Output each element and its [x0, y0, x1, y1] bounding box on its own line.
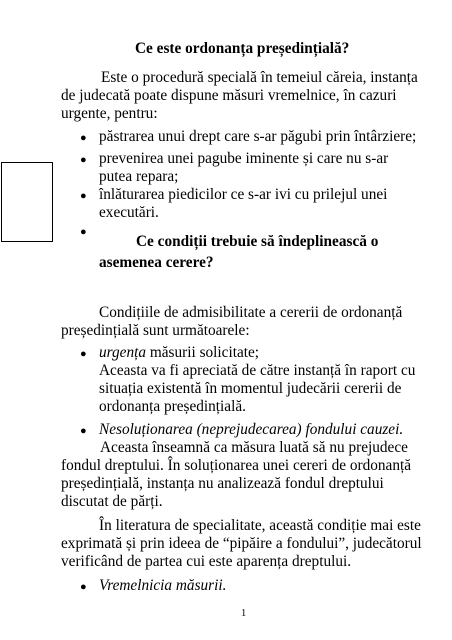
- condition-1-italic: urgența: [99, 344, 147, 361]
- conditions-intro-line-2: președințială sunt următoarele:: [61, 322, 250, 339]
- condition-2-text-2: fondul dreptului. În soluționarea unei cereri de ordonanță: [61, 457, 412, 474]
- heading-conditii-line-1: Ce condiții trebuie să îndeplinească o: [136, 233, 379, 250]
- condition-3-title: Vremelnicia măsurii.: [99, 577, 227, 594]
- purpose-2-line-1: prevenirea unei pagube iminente și care nu s-ar: [99, 150, 389, 167]
- condition-2-text-1: Aceasta înseamnă ca măsura luată să nu prejudece: [100, 439, 408, 456]
- condition-2-text-4: discutat de părți.: [61, 493, 163, 510]
- intro-line-1: Este o procedură specială în temeiul căreia, instanța: [101, 69, 418, 86]
- condition-1-text-3: ordonanța președințială.: [99, 398, 246, 415]
- condition-1-text-2: situația existentă în momentul judecării cererii de: [99, 380, 402, 397]
- literature-line-1: În literatura de specialitate, această condiție mai este: [99, 517, 421, 534]
- page-number: 1: [241, 608, 247, 619]
- bullet-icon: ●: [80, 425, 87, 437]
- bullet-icon: ●: [80, 226, 87, 238]
- intro-line-3: urgente, pentru:: [61, 105, 158, 122]
- condition-1-rest: măsurii solicitate;: [146, 344, 260, 361]
- bullet-icon: ●: [80, 190, 87, 202]
- bullet-icon: ●: [80, 581, 87, 593]
- purpose-2-line-2: putea repara;: [99, 168, 179, 185]
- condition-2-text-3: președințială, instanța nu analizează fondul dreptului: [61, 475, 384, 492]
- conditions-intro-line-1: Condițiile de admisibilitate a cererii de ordonanță: [99, 304, 403, 321]
- bullet-icon: ●: [80, 348, 87, 360]
- bullet-icon: ●: [80, 154, 87, 166]
- bullet-icon: ●: [80, 132, 87, 144]
- purpose-3-line-2: executări.: [99, 204, 159, 221]
- purpose-3-line-1: înlăturarea piedicilor ce s-ar ivi cu prilejul unei: [99, 186, 388, 203]
- heading-ordonanta: Ce este ordonanța președințială?: [135, 40, 350, 57]
- condition-1-text-1: Aceasta va fi apreciată de către instanță în raport cu: [99, 362, 416, 379]
- drawn-box: [1, 162, 53, 242]
- condition-2-title: Nesoluționarea (neprejudecarea) fondului cauzei.: [99, 421, 404, 438]
- intro-line-2: de judecată poate dispune măsuri vremelnice, în cazuri: [61, 87, 397, 104]
- condition-1-title: [99, 344, 259, 362]
- literature-line-2: exprimată și prin ideea de “pipăire a fondului”, judecătorul: [61, 535, 422, 552]
- purpose-1: păstrarea unui drept care s-ar păgubi prin întârziere;: [99, 128, 417, 145]
- heading-conditii-line-2: asemenea cerere?: [99, 254, 214, 271]
- literature-line-3: verificând de partea cui este aparența dreptului.: [61, 553, 352, 570]
